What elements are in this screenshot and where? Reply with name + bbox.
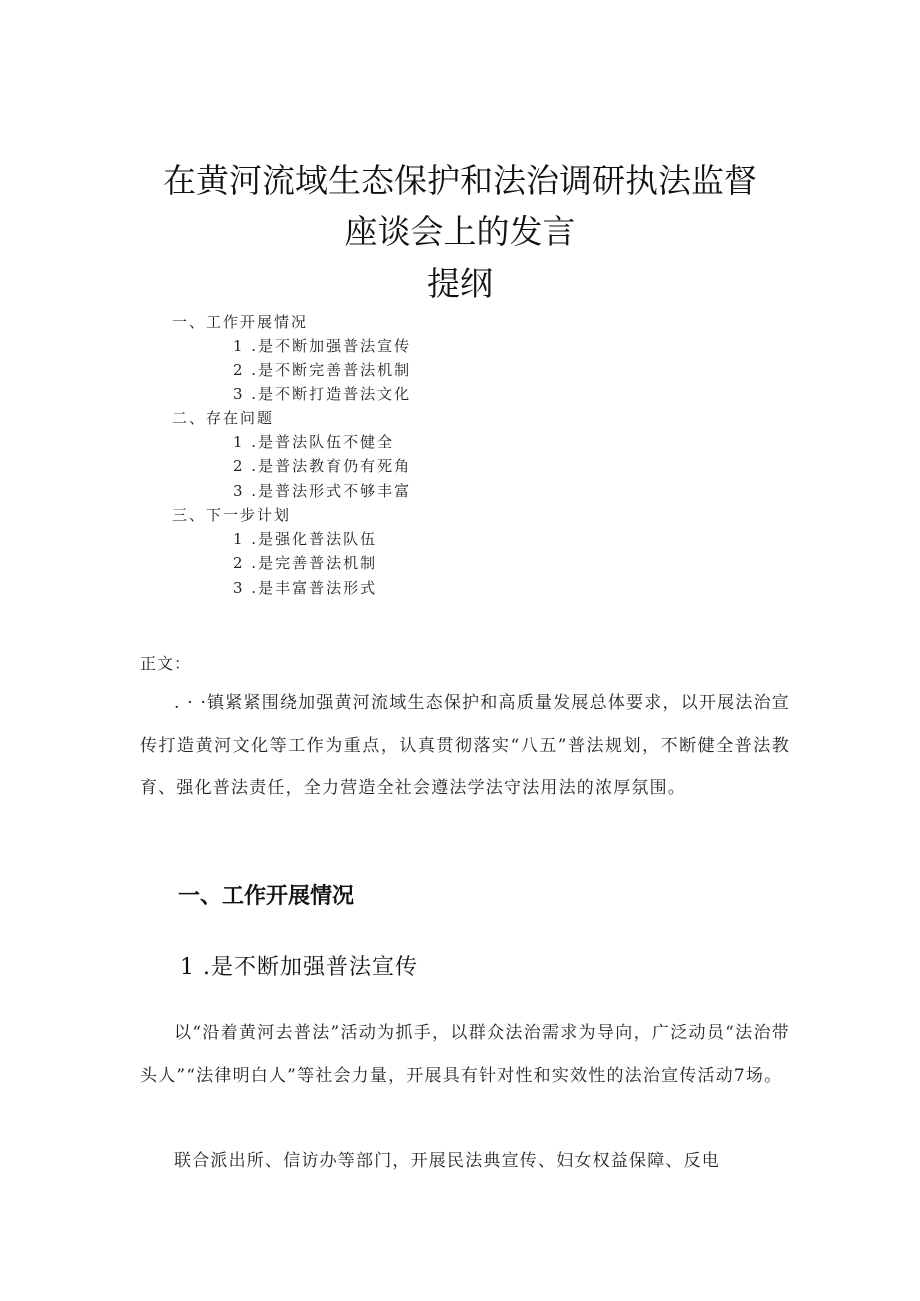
subsection-heading: 1 .是不断加强普法宣传 [180,955,418,980]
outline-item: 1 .是强化普法队伍 [233,530,378,548]
outline-item: 2 .是不断完善普法机制 [233,361,412,379]
body-paragraph: 联合派出所、信访办等部门，开展民法典宣传、妇女权益保障、反电 [174,1151,720,1171]
document-title-line-3: 提纲 [427,264,493,303]
body-label: 正文： [140,654,192,673]
outline-item: 1 .是普法队伍不健全 [233,433,395,451]
outline-item: 2 .是普法教育仍有死角 [233,457,412,475]
outline-item: 3 .是丰富普法形式 [233,579,378,597]
outline-item: 三、下一步计划 [172,506,292,524]
outline-item: 3 .是普法形式不够丰富 [233,482,412,500]
outline-item: 1 .是不断加强普法宣传 [233,337,412,355]
outline-item: 3 .是不断打造普法文化 [233,385,412,403]
outline-item: 二、存在问题 [172,409,275,427]
document-title-line-1: 在黄河流域生态保护和法治调研执法监督 [163,161,757,200]
body-paragraph: 以“沿着黄河去普法”活动为抓手，以群众法治需求为导向，广泛动员“法治带头人”“法律明白人”等社会力量，开展具有针对性和实效性的法治宣传活动7场。 [140,1023,790,1086]
intro-paragraph: . · ·镇紧紧围绕加强黄河流域生态保护和高质量发展总体要求，以开展法治宣传打造黄河文化等工作为重点，认真贯彻落实“八五”普法规划，不断健全普法教育、强化普法责任，全力营造全社会遵法学法守法用法的浓厚氛围。 [140,693,790,798]
outline-item: 2 .是完善普法机制 [233,554,378,572]
document-title-line-2: 座谈会上的发言 [344,212,576,251]
section-heading: 一、工作开展情况 [178,884,355,909]
outline-item: 一、工作开展情况 [172,313,309,331]
